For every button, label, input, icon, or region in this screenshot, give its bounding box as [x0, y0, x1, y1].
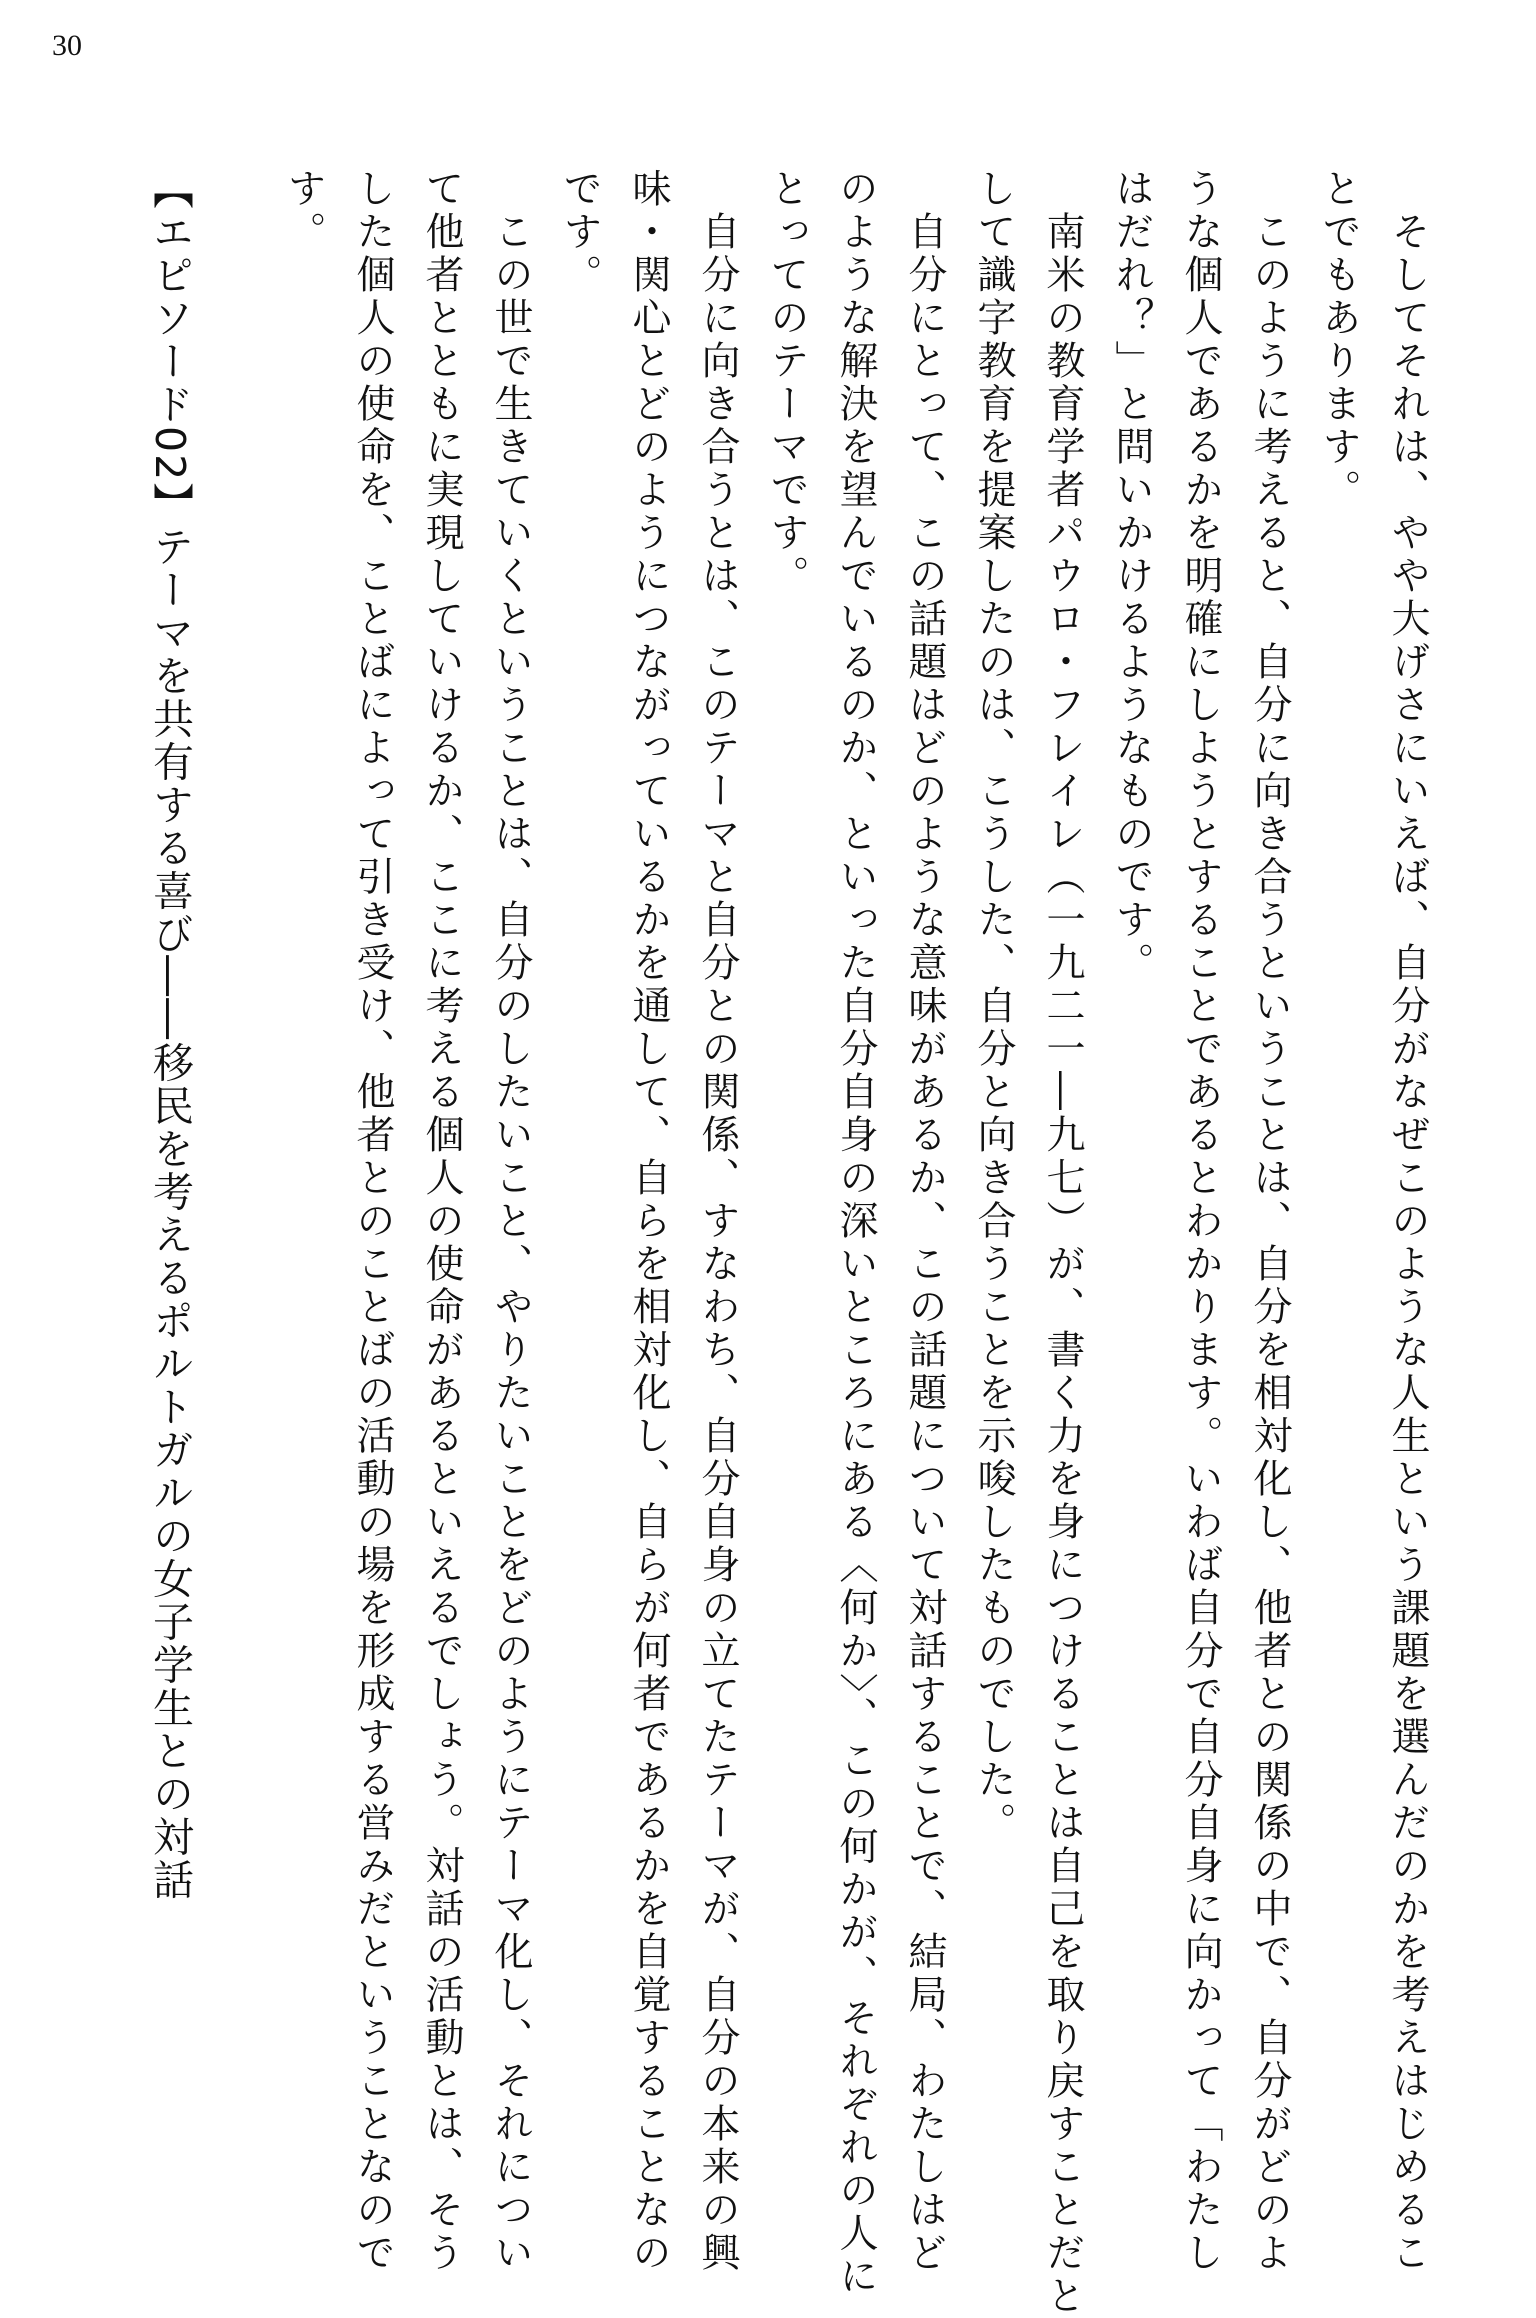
section-heading: 【エピソード02】テーマを共有する喜び――移民を考えるポルトガルの女子学生との対話: [146, 168, 194, 1902]
body-line: て他者とともに実現していけるか、ここに考える個人の使命があるといえるでしょう。対話の活動とは、そう: [419, 168, 464, 2275]
body-line: そしてそれは、やや大げさにいえば、自分がなぜこのような人生という課題を選んだのかを考えはじめるこ: [1385, 168, 1430, 2275]
body-line: はだれ？」と問いかけるようなものです。: [1109, 168, 1154, 985]
body-text: [269, 168, 1442, 2318]
body-line: 自分に向き合うとは、このテーマと自分との関係、すなわち、自分自身の立てたテーマが、自分の本来の興: [695, 168, 740, 2275]
body-line: した個人の使命を、ことばによって引き受け、他者とのことばの活動の場を形成する営みだということなので: [350, 168, 395, 2275]
body-line: うな個人であるかを明確にしようとすることであるとわかります。いわば自分で自分自身に向かって「わたし: [1178, 168, 1223, 2275]
body-line: とでもあります。: [1316, 168, 1361, 512]
body-line: 南米の教育学者パウロ・フレイレ（一九二一―九七）が、書く力を身につけることは自己を取り戻すことだと: [1040, 168, 1085, 2318]
body-line: です。: [557, 168, 602, 297]
body-line: して識字教育を提案したのは、こうした、自分と向き合うことを示唆したものでした。: [971, 168, 1016, 1845]
body-line: とってのテーマです。: [764, 168, 809, 598]
body-line: す。: [281, 168, 326, 254]
body-line: 味・関心とどのようにつながっているかを通して、自らを相対化し、自らが何者であるかを自覚することなの: [626, 168, 671, 2275]
body-line: この世で生きていくということは、自分のしたいこと、やりたいことをどのようにテーマ化し、それについ: [488, 168, 533, 2275]
body-line: のような解決を望んでいるのか、といった自分自身の深いところにある〈何か〉、この何かが、それぞれの人に: [833, 168, 878, 2299]
body-line: 自分にとって、この話題はどのような意味があるか、この話題について対話することで、結局、わたしはど: [902, 168, 947, 2275]
body-line: このように考えると、自分に向き合うということは、自分を相対化し、他者との関係の中で、自分がどのよ: [1247, 168, 1292, 2275]
page-number: 30: [52, 29, 82, 62]
